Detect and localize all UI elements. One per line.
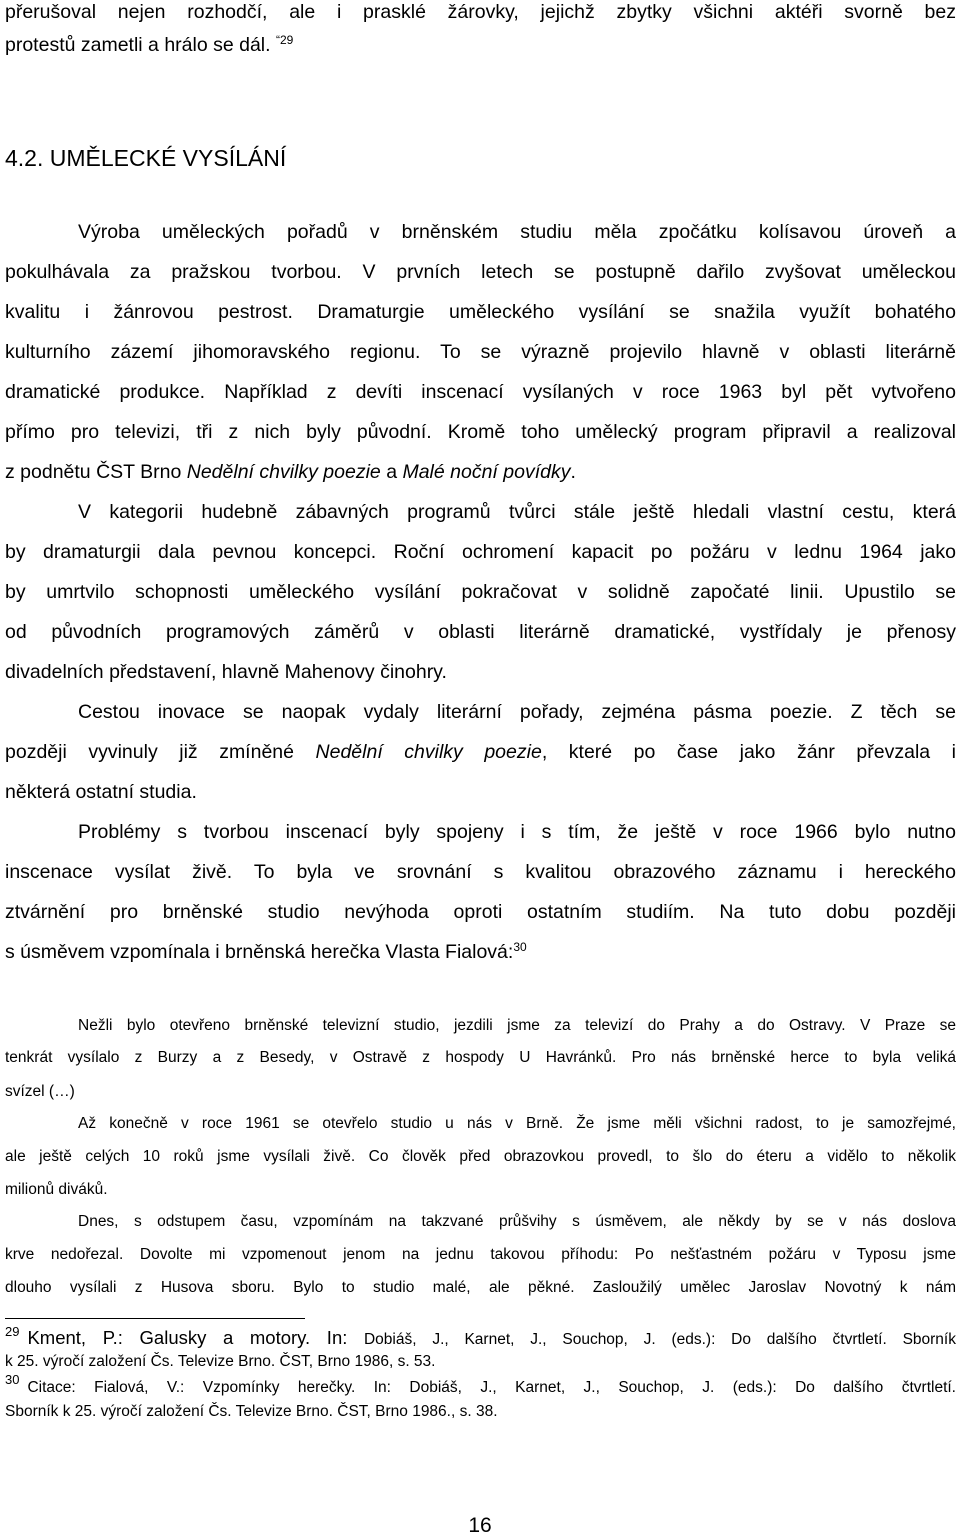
- quote-line: Nežli bylo otevřeno brněnské televizní studio, jezdili jsme za televizí do Prahy a do Ostravy. V Praze se: [78, 1017, 956, 1034]
- body-line: [5, 460, 956, 484]
- body-line: Výroba uměleckých pořadů v brněnském studiu měla zpočátku kolísavou úroveň a: [78, 221, 956, 243]
- body-text: později vyvinuly již zmíněné: [5, 741, 316, 763]
- body-line: [5, 33, 956, 57]
- body-line: dramatické produkce. Například z devíti inscenací vysílaných v roce 1963 byl pět vytvořeno: [5, 381, 956, 403]
- body-text: z podnětu ČST Brno: [5, 461, 187, 483]
- footnote-ref: “29: [275, 33, 294, 47]
- footnote-number: 30: [5, 1372, 20, 1387]
- footnote-30: [5, 1372, 956, 1397]
- footnote-ref: 30: [513, 940, 527, 954]
- quote-line: Dnes, s odstupem času, vzpomínám na takzvané průšvihy s úsměvem, ale někdy by se v nás doslova: [78, 1213, 956, 1230]
- body-line: kvalitu i žánrovou pestrost. Dramaturgie uměleckého vysílání se snažila využít bohatého: [5, 301, 956, 323]
- body-text: , které po čase jako žánr převzala i: [541, 741, 956, 763]
- section-heading: 4.2. UMĚLECKÉ VYSÍLÁNÍ: [5, 145, 287, 171]
- title-italic: Nedělní chvilky poezie: [315, 741, 542, 763]
- page-number: 16: [468, 1514, 492, 1537]
- body-line: ztvárnění pro brněnské studio nevýhoda oproti ostatním studiím. Na tuto dobu později: [5, 901, 956, 923]
- quote-line: Až konečně v roce 1961 se otevřelo studio u nás v Brně. Že jsme měli všichni radost, to je samozřejmé,: [78, 1115, 956, 1132]
- footnote-text: Dobiáš, J., Karnet, J., Souchop, J. (eds.): Do dalšího čtvrtletí. Sborník: [363, 1331, 956, 1348]
- body-line: divadelních představení, hlavně Mahenovy činohry.: [5, 661, 447, 683]
- body-text: a: [380, 461, 403, 483]
- body-text: protestů zametli a hrálo se dál.: [5, 34, 271, 56]
- body-line: přerušoval nejen rozhodčí, ale i prasklé žárovky, jejichž zbytky všichni aktéři svorně bez: [5, 1, 956, 23]
- body-line: V kategorii hudebně zábavných programů tvůrci stále ještě hledali vlastní cestu, která: [78, 501, 956, 523]
- body-line: některá ostatní studia.: [5, 781, 197, 803]
- body-text: .: [570, 461, 576, 483]
- footnote-text: Kment, P.: Galusky a motory. In:: [27, 1327, 364, 1348]
- quote-line: milionů diváků.: [5, 1181, 108, 1198]
- body-line: přímo pro televizi, tři z nich byly původní. Kromě toho umělecký program připravil a realizoval: [5, 421, 956, 443]
- title-italic: Nedělní chvilky poezie: [186, 461, 381, 483]
- body-line: inscenace vysílat živě. To byla ve srovnání s kvalitou obrazového záznamu i hereckého: [5, 861, 956, 883]
- footnote-number: 29: [5, 1324, 20, 1339]
- body-line: [5, 940, 956, 964]
- quote-line: krve nedořezal. Dovolte mi vzpomenout jenom na jednu takovou příhodu: Po nešťastném požáru v Typosu jsme: [5, 1246, 956, 1263]
- body-line: Cestou inovace se naopak vydaly literární pořady, zejména pásma poezie. Z těch se: [78, 701, 956, 723]
- body-text: s úsměvem vzpomínala i brněnská herečka Vlasta Fialová:: [5, 941, 514, 963]
- body-line: pokulhávala za pražskou tvorbou. V prvních letech se postupně dařilo zvyšovat uměleckou: [5, 261, 956, 283]
- quote-line: ale ještě celých 10 roků jsme vysílali živě. Co člověk před obrazovkou provedl, to šlo do éteru a vidělo to několik: [5, 1148, 956, 1165]
- body-line: by dramaturgii dala pevnou koncepci. Roční ochromení kapacit po požáru v lednu 1964 jako: [5, 541, 956, 563]
- footnote-30-line2: Sborník k 25. výročí založení Čs. Televize Brno. ČST, Brno 1986., s. 38.: [5, 1403, 498, 1420]
- body-line: od původních programových záměrů v oblasti literárně dramatické, vystřídaly je přenosy: [5, 621, 956, 643]
- footnote-29: [5, 1324, 956, 1349]
- body-line: kulturního zázemí jihomoravského regionu. To se výrazně projevilo hlavně v oblasti literárně: [5, 341, 956, 363]
- footnote-text: Citace: Fialová, V.: Vzpomínky herečky. In: Dobiáš, J., Karnet, J., Souchop, J. (eds.): Do dalšího čtvrtletí.: [27, 1379, 956, 1396]
- quote-line: svízel (…): [5, 1083, 75, 1100]
- body-line: by umrtvilo schopnosti uměleckého vysílání pokračovat v solidně započaté linii. Upustilo se: [5, 581, 956, 603]
- footnote-separator: [5, 1318, 305, 1319]
- title-italic: Malé noční povídky: [402, 461, 571, 483]
- body-line: Problémy s tvorbou inscenací byly spojeny i s tím, že ještě v roce 1966 bylo nutno: [78, 821, 956, 843]
- body-line: [5, 740, 956, 764]
- quote-line: dlouho vysílali z Husova sboru. Bylo to studio malé, ale pěkné. Zasloužilý umělec Jaroslav Novotný k nám: [5, 1279, 956, 1296]
- footnote-29-line2: k 25. výročí založení Čs. Televize Brno. ČST, Brno 1986, s. 53.: [5, 1353, 436, 1370]
- quote-line: tenkrát vysílalo z Burzy a z Besedy, v Ostravě z hospody U Havránků. Pro nás brněnské herce to byla veliká: [5, 1049, 956, 1066]
